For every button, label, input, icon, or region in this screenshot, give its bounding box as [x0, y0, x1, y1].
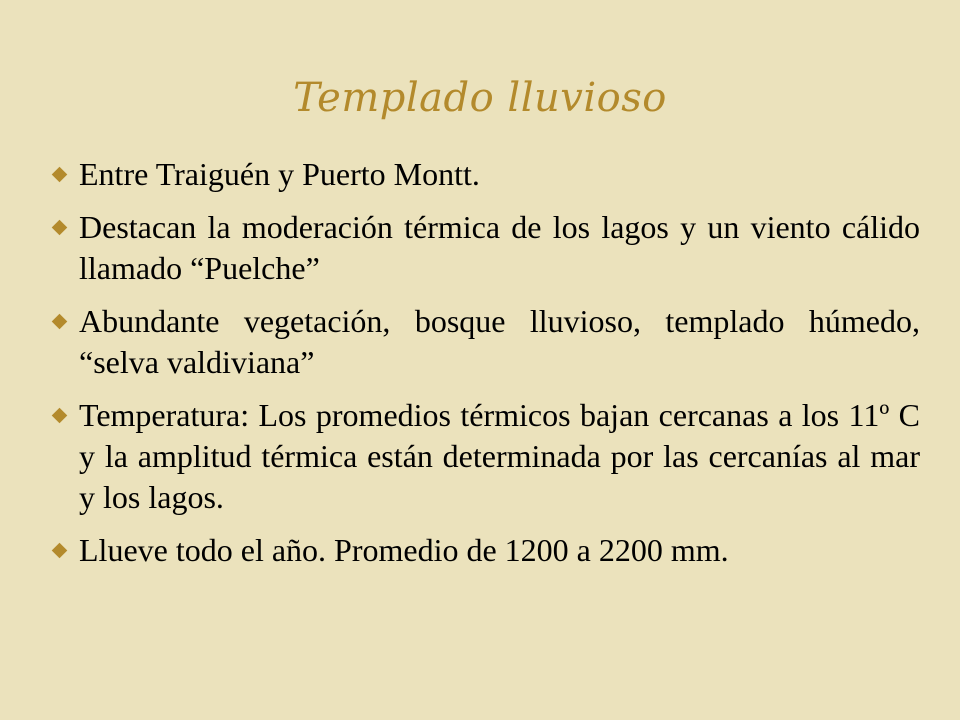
bullet-item — [44, 301, 920, 383]
diamond-bullet-icon — [52, 314, 68, 330]
slide-title: Templado lluvioso — [293, 75, 667, 121]
bullet-text: Llueve todo el año. Promedio de 1200 a 2200 mm. — [79, 532, 729, 568]
bullet-text: Destacan la moderación térmica de los lagos y un viento cálido llamado “Puelche” — [79, 209, 920, 286]
diamond-bullet-icon — [52, 408, 68, 424]
bullet-item — [44, 207, 920, 289]
diamond-bullet-icon — [52, 220, 68, 236]
diamond-bullet-icon — [52, 543, 68, 559]
bullet-item — [44, 530, 920, 571]
bullet-list — [44, 154, 920, 583]
bullet-text: Temperatura: Los promedios térmicos bajan cercanas a los 11º C y la amplitud térmica están determinada por las cercanías al mar y los lagos. — [79, 397, 920, 515]
bullet-text: Entre Traiguén y Puerto Montt. — [79, 156, 480, 192]
bullet-item — [44, 395, 920, 518]
diamond-bullet-icon — [52, 167, 68, 183]
bullet-item — [44, 154, 920, 195]
bullet-text: Abundante vegetación, bosque lluvioso, templado húmedo, “selva valdiviana” — [79, 303, 920, 380]
